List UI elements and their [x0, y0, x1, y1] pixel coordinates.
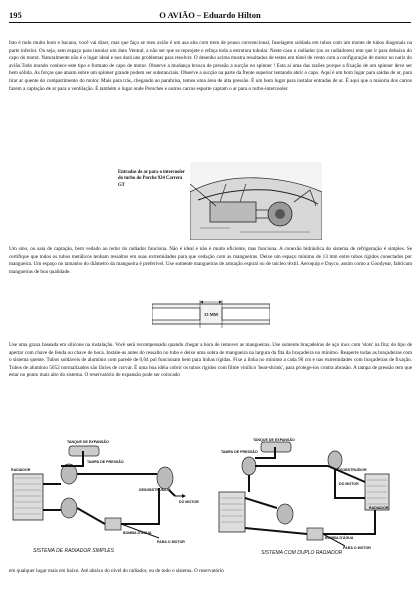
figure-hose-gap — [152, 294, 270, 338]
right-bypass-label: DESOBSTRUÍDOR — [335, 468, 367, 472]
paragraph-2: Um sino, ou saia de captação, bem vedado ao redor do radiador funciona. Não é ideal e não é muito eficiente, mas funciona. A conexão hidráulica do sistema de refrigeração é simples. Se certifique que todos os tubos metálicos tenham ressaltos em suas extremidades para que vedação com as mangueiras. Deixe um espaço mínimo de 13 mm entre tubos rígidos conectados por mangueira. Um espaço no tamanho do diâmetro da mangueira é preferível. Use somente mangueiras de armação espiral ou de núcleo têxtil. Aeroquip e Dayco, assim como a Goodyear, fabricam mangueiras de boa qualidade. — [9, 246, 412, 275]
right-to-motor-label: PARA O MOTOR — [343, 546, 371, 550]
right-tank-label: TANQUE DE EXPANSÃO — [253, 438, 295, 442]
right-radiator-label: RADIADOR — [369, 506, 389, 510]
right-from-motor-label: DO MOTOR — [339, 482, 359, 486]
page-number: 195 — [9, 10, 22, 20]
header-rule — [9, 22, 411, 23]
page-header — [9, 10, 411, 22]
paragraph-4: em qualquer lugar mais em baixo. Até abaixo do nível do radiador, ou de todo o sistema. O reservatório — [9, 568, 224, 574]
engine-bay-illustration — [190, 162, 322, 240]
paragraph-3: Use uma graxa baseada em silicone na instalação. Você será recompensado quando chegar a hora de remover as mangueiras. Use somente braçadeiras de aço inox com 'slots' na fita; do tipo de apertar com chave de fenda ou chave de boca. Instale-as antes do ressalto no tubo e deixe uma sobra de mangueira na largura da fita da braçadeira no mínimo. Reaperte todas as braçadeiras com o sistema quente. Tubos soldáveis de alumínio com parede de 0,04 pol funcionam bem para linhas rígidas. Fixe a linha no mínimo a cada 90 cm e nas extremidades com braçadeiras de fixação. Tubos de alumínio 5052 normalizados são fácies de curvar. É uma boa idéia cobrir os tubos rígidos com filme vinílico 'heat-shrink', para protege-los contra abrasão. A tampa de pressão tem que estar no ponto mais alto do sistema. O reservatório de expansão pode ser colocado — [9, 342, 412, 379]
right-pump-label: BOMBA D'ÁGUA — [325, 536, 354, 540]
left-to-motor-label: PARA O MOTOR — [157, 540, 185, 544]
figure-porsche-intake — [118, 162, 326, 240]
left-cap-label: TAMPA DE PRESSÃO — [87, 460, 124, 464]
figure-caption: Entradas de ar para o intercooler do turbo do Porche 924 Carrera GT — [118, 170, 185, 188]
left-bypass-label: DESOBSTRUÍDOR — [139, 488, 171, 492]
paragraph-1: Isto é tudo muito bom e bacana, você vai dizer, mas que faço se meu avião é um asa alta com trem de pouso convencional, fuselagem soldada em tubos com um monte de tubos diagonais na parte inferior. Ou seja, sem espaço para instalar um duto Ventral, a não ser que se reprojete e refaça toda a estrutura tubular. Neste caso o radiador (ou os radiadores) tem que ir para debaixo do capo do motor. Naturalmente não é o lugar ideal e nos dará uns problemas para resolver. O desenho acima mostra resultados de testes em túnel de vento com a configuração de motor no nariz do avião.Todo mundo conhece este tipo e formato de capo de motor. Observe a mudança brusca de pressão a sucção no spinner ! Esta ai uma das razões porque a fixação de um spinner deve ser bem sólida. As forças que atuam sobre um spinner grande podem ser substanciais. Observe a sucção na parte da frente superior tentando abrir o capo. Aqui é um bom lugar para saídas de ar, para tirar ar quente do compartimento do motor. Mais para trás, chegando ao parabrisa, temos uma área de alta pressão. É um bom lugar para instalar entradas de ar. É aqui que a maioria dos carros fazem a captação de ar para a ventilação. É também o lugar onde Porsches e outros carros esporte captam o ar para o turbo-intercooler. — [9, 40, 412, 92]
page-title: O AVIÃO – Eduardo Hilton — [159, 10, 261, 20]
left-caption: SISTEMA DE RADIADOR SIMPLES — [33, 548, 114, 554]
right-caption: SISTEMA COM DUPLO RADIADOR — [261, 550, 343, 556]
dual-radiator-system — [215, 438, 411, 558]
left-radiator-label: RADIADOR — [11, 468, 31, 472]
left-tank-label: TANQUE DE EXPANSÃO — [67, 440, 109, 444]
left-from-motor-label: DO MOTOR — [179, 500, 199, 504]
right-cap-label: TAMPA DE PRESSÃO — [221, 450, 258, 454]
left-pump-label: BOMBA D'ÁGUA — [123, 531, 152, 535]
gap-label: 13 MM — [203, 312, 219, 317]
figure-cooling-systems — [9, 438, 411, 558]
